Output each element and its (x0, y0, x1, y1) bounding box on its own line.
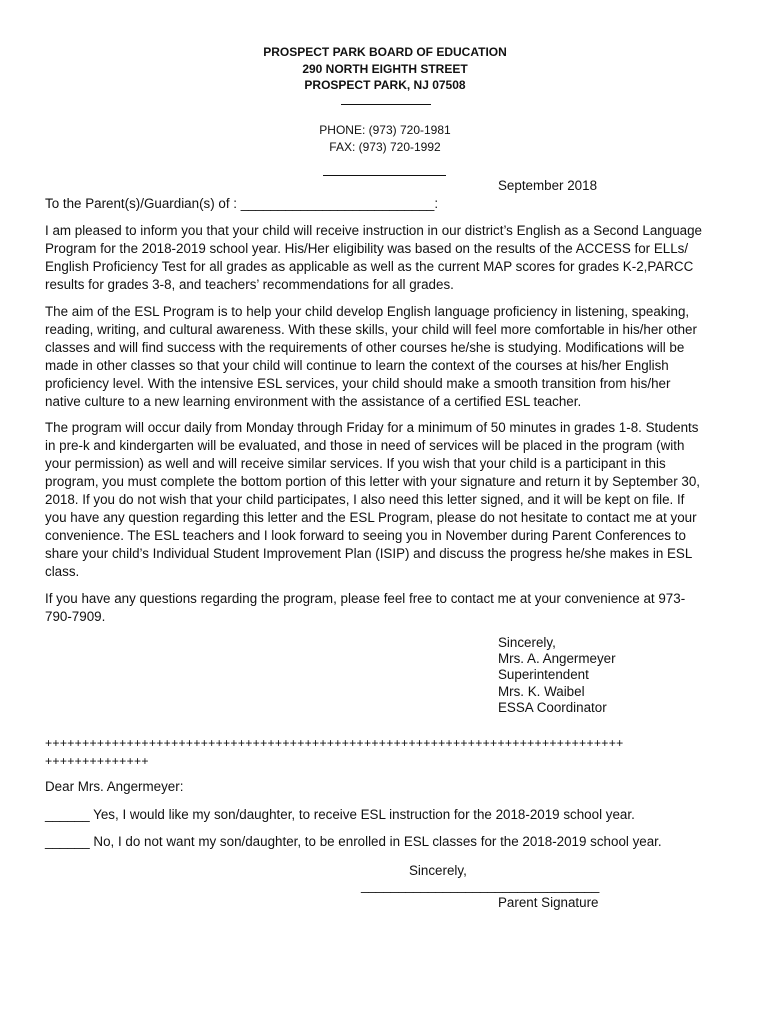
reply-option-yes: ______ Yes, I would like my son/daughter, to receive ESL instruction for the 2018-2019 school year. (45, 807, 635, 822)
paragraph-line: proficiency level. With the intensive ESL services, your child should make a smooth transition from his/her (45, 376, 671, 391)
closing-block (498, 635, 738, 716)
paragraph-line: results for grades 3-8, and teachers’ recommendations for all grades. (45, 277, 454, 292)
fax-line: FAX: (973) 720-1992 (329, 140, 441, 154)
paragraph-line: Program for the 2018-2019 school year. His/Her eligibility was based on the results of the ACCESS for ELLs/ (45, 241, 689, 256)
paragraph-line: convenience. The ESL teachers and I look forward to seeing you in November during Parent Conferences to (45, 528, 686, 543)
paragraph-line: share your child’s Individual Student Improvement Plan (ISIP) and discuss the progress he/she makes in ESL (45, 546, 693, 561)
org-street: 290 NORTH EIGHTH STREET (302, 62, 468, 76)
paragraph-schedule (45, 419, 735, 581)
closing-name-1: Mrs. A. Angermeyer (498, 651, 616, 667)
paragraph-line: program, you must complete the bottom portion of this letter with your signature and return it by September 30, (45, 474, 700, 489)
paragraph-line: made in other classes so that your child will continue to learn the context of the courses at his/her English (45, 358, 669, 373)
closing-title-2: ESSA Coordinator (498, 699, 607, 715)
header-rule-2 (323, 175, 446, 176)
paragraph-line: The aim of the ESL Program is to help your child develop English language proficiency in listening, speaking, (45, 304, 690, 319)
letter-date: September 2018 (498, 178, 598, 193)
closing-title-1: Superintendent (498, 667, 589, 683)
paragraph-program-aim (45, 303, 735, 411)
signature-label: Parent Signature (498, 895, 599, 910)
phone-line: PHONE: (973) 720-1981 (319, 123, 451, 137)
paragraph-line: classes and will find success with the requirements of other courses he/she is studying. Modifications will be (45, 340, 685, 355)
reply-option-no: ______ No, I do not want my son/daughter, to be enrolled in ESL classes for the 2018-2019 school year. (45, 834, 662, 849)
paragraph-eligibility (45, 222, 735, 294)
paragraph-contact (45, 590, 735, 626)
reply-sincerely: Sincerely, (409, 863, 467, 878)
paragraph-line: class. (45, 564, 80, 579)
paragraph-line: in pre-k and kindergarten will be evaluated, and those in need of services will be placed in the program (with (45, 438, 685, 453)
separator-line-1: ++++++++++++++++++++++++++++++++++++++++++++++++++++++++++++++++++++++++++++++ (45, 736, 624, 750)
paragraph-line: reading, writing, and cultural awareness. With these skills, your child will feel more comfortable in his/her other (45, 322, 697, 337)
paragraph-line: The program will occur daily from Monday through Friday for a minimum of 50 minutes in grades 1-8. Students (45, 420, 699, 435)
separator-line-2: ++++++++++++++ (45, 754, 149, 768)
paragraph-line: your permission) as well and will receive similar services. If you wish that your child is a participant in this (45, 456, 666, 471)
closing-name-2: Mrs. K. Waibel (498, 683, 585, 699)
letter-salutation: To the Parent(s)/Guardian(s) of : __________________________: (45, 196, 439, 211)
closing-sincerely: Sincerely, (498, 635, 556, 650)
header-rule-1 (341, 104, 431, 105)
paragraph-line: native culture to a new learning environment with the assistance of a certified ESL teacher. (45, 394, 582, 409)
paragraph-line: English Proficiency Test for all grades as applicable as well as the current MAP scores for grades K-2,PARCC (45, 259, 694, 274)
signature-line: ________________________________ (361, 878, 600, 893)
reply-greeting: Dear Mrs. Angermeyer: (45, 779, 184, 794)
org-city: PROSPECT PARK, NJ 07508 (304, 78, 466, 92)
org-name: PROSPECT PARK BOARD OF EDUCATION (263, 45, 507, 59)
paragraph-line: 790-7909. (45, 609, 106, 624)
paragraph-line: you have any question regarding this letter and the ESL Program, please do not hesitate to contact me at your (45, 510, 697, 525)
paragraph-line: I am pleased to inform you that your child will receive instruction in our district’s English as a Second Language (45, 223, 702, 238)
paragraph-line: If you have any questions regarding the program, please feel free to contact me at your convenience at 973- (45, 591, 686, 606)
paragraph-line: 2018. If you do not wish that your child participates, I also need this letter signed, and it will be kept on file. If (45, 492, 685, 507)
